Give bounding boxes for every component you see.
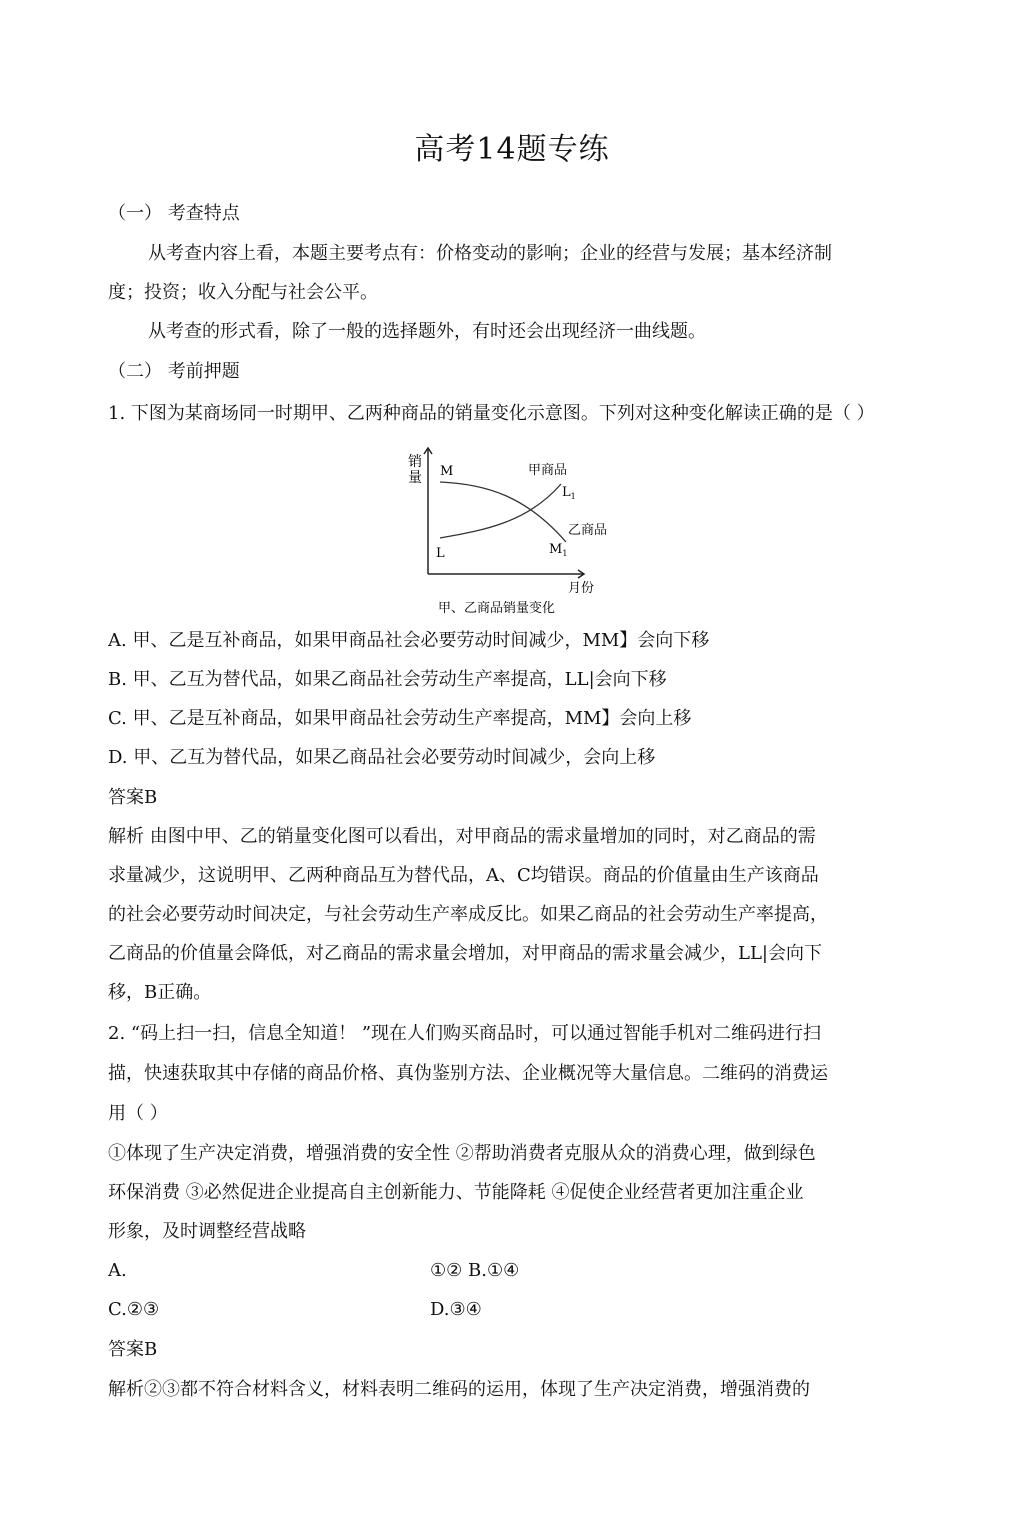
paragraph-content-line-1: 从考查内容上看，本题主要考点有：价格变动的影响；企业的经营与发展；基本经济制 <box>148 243 832 264</box>
y-axis-label-1: 销 <box>408 454 422 470</box>
q1-analysis-line-3: 的社会必要劳动时间决定，与社会劳动生产率成反比。如果乙商品的社会劳动生产率提高， <box>108 904 828 925</box>
q2-items-line-2: 环保消费 ③必然促进企业提高自主创新能力、节能降耗 ④促使企业经营者更加注重企业 <box>108 1182 804 1203</box>
figure-caption: 甲、乙商品销量变化 <box>438 601 556 616</box>
label-l1: $L_1$ <box>562 485 576 501</box>
q2-option-d: D.③④ <box>430 1299 482 1320</box>
q2-option-a-label: A. <box>108 1260 127 1281</box>
section-heading-predictions: （二） 考前押题 <box>108 361 240 382</box>
page-title: 高考14题专练 <box>414 132 610 167</box>
sales-volume-figure <box>396 446 636 622</box>
label-m: M <box>440 464 454 479</box>
y-axis-label-2: 量 <box>408 470 422 486</box>
q2-option-a-b-values: ①② B.①④ <box>430 1260 520 1281</box>
q2-items-line-3: 形象，及时调整经营战略 <box>108 1221 306 1242</box>
label-l: L <box>436 546 445 561</box>
curve-yi-ll1 <box>440 484 561 538</box>
sales-volume-diagram <box>396 446 636 622</box>
curve-jia-mm1 <box>440 482 566 542</box>
series-label-jia: 甲商品 <box>528 463 568 478</box>
q1-analysis-line-1: 解析 由图中甲、乙的销量变化图可以看出，对甲商品的需求量增加的同时，对乙商品的需 <box>108 826 816 847</box>
q2-analysis: 解析②③都不符合材料含义，材料表明二维码的运用，体现了生产决定消费，增强消费的 <box>108 1379 810 1400</box>
q1-analysis-line-2: 求量减少，这说明甲、乙两种商品互为替代品，A、C均错误。商品的价值量由生产该商品 <box>108 865 819 886</box>
q1-option-c: C. 甲、乙是互补商品，如果甲商品社会劳动生产率提高，MM】会向上移 <box>108 708 692 729</box>
paragraph-form: 从考查的形式看，除了一般的选择题外，有时还会出现经济一曲线题。 <box>148 321 706 342</box>
q2-stem-line-2: 描，快速获取其中存储的商品价格、真伪鉴别方法、企业概况等大量信息。二维码的消费运 <box>108 1063 828 1084</box>
question-1-stem: 1. 下图为某商场同一时期甲、乙两种商品的销量变化示意图。下列对这种变化解读正确的是（ ） <box>108 403 875 424</box>
label-m1: $M_1$ <box>549 542 568 558</box>
q1-option-d: D. 甲、乙互为替代品，如果乙商品社会必要劳动时间减少，会向上移 <box>108 747 656 768</box>
q1-answer: 答案B <box>108 787 158 808</box>
q1-analysis-line-5: 移，B正确。 <box>108 982 212 1003</box>
x-axis-label: 月份 <box>568 581 595 596</box>
series-label-yi: 乙商品 <box>568 523 608 538</box>
q2-items-line-1: ①体现了生产决定消费，增强消费的安全性 ②帮助消费者克服从众的消费心理，做到绿色 <box>108 1143 816 1164</box>
q2-stem-line-3: 用（ ） <box>108 1103 168 1124</box>
q2-option-c: C.②③ <box>108 1299 160 1320</box>
q1-option-b: B. 甲、乙互为替代品，如果乙商品社会劳动生产率提高，LL|会向下移 <box>108 669 667 690</box>
paragraph-content-line-2: 度；投资；收入分配与社会公平。 <box>108 282 378 303</box>
section-heading-features: （一） 考查特点 <box>108 203 240 224</box>
q2-stem-line-1: 2. “码上扫一扫，信息全知道！ ”现在人们购买商品时，可以通过智能手机对二维码进行扫 <box>108 1023 822 1044</box>
q1-option-a: A. 甲、乙是互补商品，如果甲商品社会必要劳动时间减少，MM】会向下移 <box>108 630 710 651</box>
q2-answer: 答案B <box>108 1339 158 1360</box>
q1-analysis-line-4: 乙商品的价值量会降低，对乙商品的需求量会增加，对甲商品的需求量会减少，LL|会向下 <box>108 943 822 964</box>
